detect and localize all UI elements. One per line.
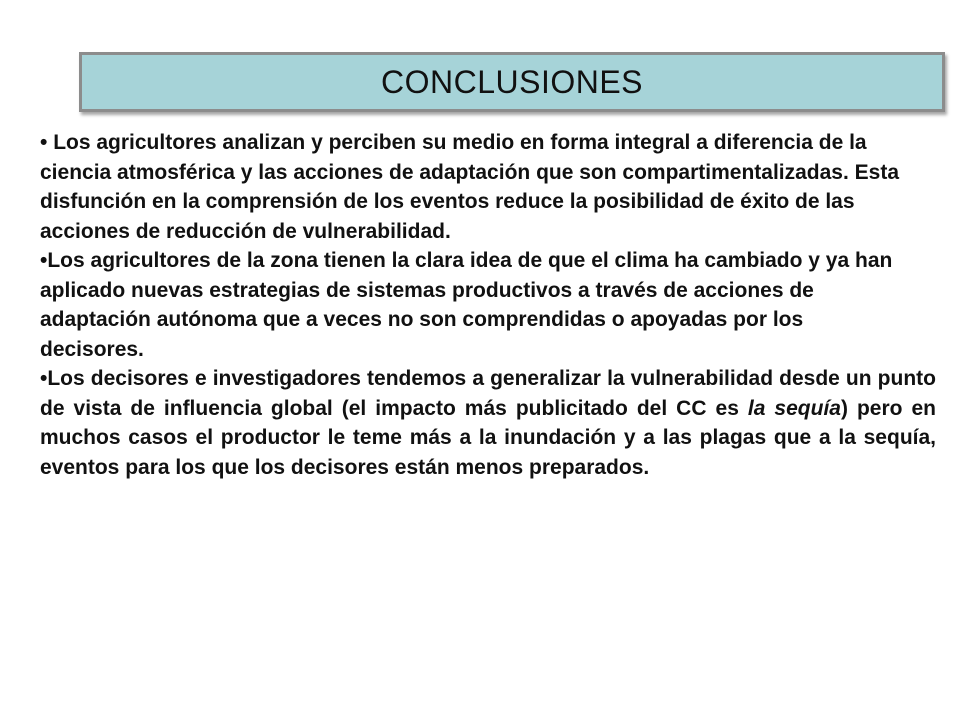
bullet-text-end: ) pero en muchos casos el productor le teme más a la inundación y a las plagas que a la sequía, eventos para los que los decisores están menos preparados. xyxy=(40,396,936,479)
bullet-text: Los agricultores analizan y perciben su medio en forma integral a diferencia de la ciencia atmosférica y las acciones de adaptación que son compartimentalizadas. Esta disfunción en la comprensión de los eventos reduce la posibilidad de éxito de las acciones de reducción de vulnerabilidad. xyxy=(40,131,900,243)
bullet-list xyxy=(40,128,936,482)
bullet-item-2 xyxy=(40,246,906,364)
bullet-item-3 xyxy=(40,364,936,482)
bullet-marker: • xyxy=(40,249,48,272)
bullet-text: Los decisores e investigadores tendemos a generalizar la vulnerabilidad desde un punto de vista de influencia global (el impacto más publicitado del CC es xyxy=(40,367,936,420)
bullet-emphasis: la sequía xyxy=(747,396,841,420)
bullet-marker: • xyxy=(40,131,54,154)
bullet-text: Los agricultores de la zona tienen la clara idea de que el clima ha cambiado y ya han aplicado nuevas estrategias de sistemas productivos a través de acciones de adaptación autónoma que a veces no son comprendidas o apoyadas por los decisores. xyxy=(40,249,893,361)
title-banner xyxy=(79,52,945,112)
bullet-marker: • xyxy=(40,367,48,390)
slide-title: CONCLUSIONES xyxy=(380,63,644,100)
bullet-item-1 xyxy=(40,128,906,246)
